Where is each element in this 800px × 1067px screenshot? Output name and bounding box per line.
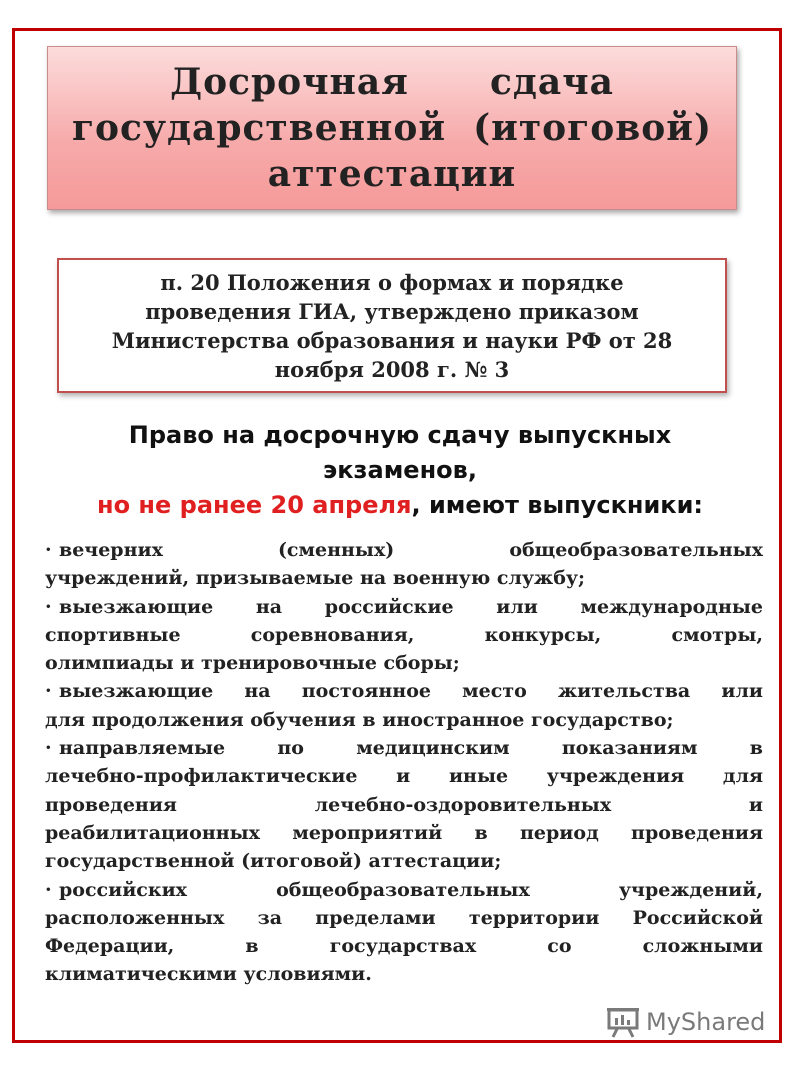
heading-tail: , имеют выпускники:	[411, 491, 703, 519]
bullet-icon: ·	[45, 595, 52, 618]
watermark-logo	[606, 1004, 765, 1040]
list-item-line: Федерации, в государствах со сложными	[45, 935, 763, 958]
reference-line-1: п. 20 Положения о формах и порядке	[160, 269, 624, 295]
list-item-line: проведения лечебно-оздоровительных и	[45, 793, 763, 816]
list-item-line: учреждений, призываемые на военную службу;	[45, 567, 586, 590]
presentation-board-icon	[606, 1006, 640, 1038]
list-item-line: расположенных за пределами территории Российской	[45, 906, 763, 929]
bullet-icon: ·	[45, 878, 52, 901]
reference-line-3: Министерства образования и науки РФ от 28	[111, 327, 673, 353]
bullet-icon: ·	[45, 539, 52, 561]
heading-line-2: экзаменов,	[323, 456, 477, 484]
list-item-line: спортивные соревнования, конкурсы, смотры,	[45, 623, 763, 646]
list-item-line: направляемые по медицинским показаниям в	[59, 737, 763, 760]
bullet-icon: ·	[45, 737, 52, 760]
regulation-reference	[57, 258, 727, 393]
list-item-first-line	[45, 876, 763, 904]
list-item-first-line	[45, 536, 763, 564]
heading-line-1: Право на досрочную сдачу выпускных	[128, 421, 672, 449]
title-line-3: аттестации	[267, 153, 517, 195]
list-item-line: для продолжения обучения в иностранное государство;	[45, 708, 674, 731]
list-item-line: реабилитационных мероприятий в период проведения	[45, 821, 763, 844]
title-line-2: государственной (итоговой)	[71, 107, 713, 149]
list-item-line: выезжающие на российские или международные	[59, 595, 763, 618]
list-item-first-line	[45, 734, 763, 762]
list-item-line: российских общеобразовательных учреждений,	[59, 878, 763, 901]
list-item	[45, 876, 763, 989]
list-item-line: выезжающие на постоянное место жительства или	[59, 680, 763, 703]
list-item-line: вечерних (сменных) общеобразовательных	[59, 539, 763, 561]
heading-line-3	[40, 488, 760, 523]
reference-line-2: проведения ГИА, утверждено приказом	[145, 298, 639, 324]
eligible-graduates-list	[45, 536, 763, 989]
bullet-icon: ·	[45, 680, 52, 703]
list-item-line: олимпиады и тренировочные сборы;	[45, 652, 460, 675]
list-item-first-line	[45, 593, 763, 621]
slide-title	[47, 46, 737, 210]
list-item	[45, 677, 763, 734]
list-item	[45, 734, 763, 875]
list-item-line: лечебно-профилактические и иные учреждения для	[45, 765, 763, 788]
list-item	[45, 593, 763, 678]
date-highlight: но не ранее 20 апреля	[97, 491, 412, 519]
list-item-line: климатическими условиями.	[45, 963, 372, 986]
list-item-line: государственной (итоговой) аттестации;	[45, 850, 502, 873]
title-line-1: Досрочная сдача	[170, 61, 614, 103]
watermark-text: MyShared	[646, 1008, 766, 1036]
rights-heading	[40, 418, 760, 523]
list-item	[45, 536, 763, 593]
list-item-first-line	[45, 677, 763, 705]
reference-line-4: ноября 2008 г. № 3	[274, 356, 510, 382]
